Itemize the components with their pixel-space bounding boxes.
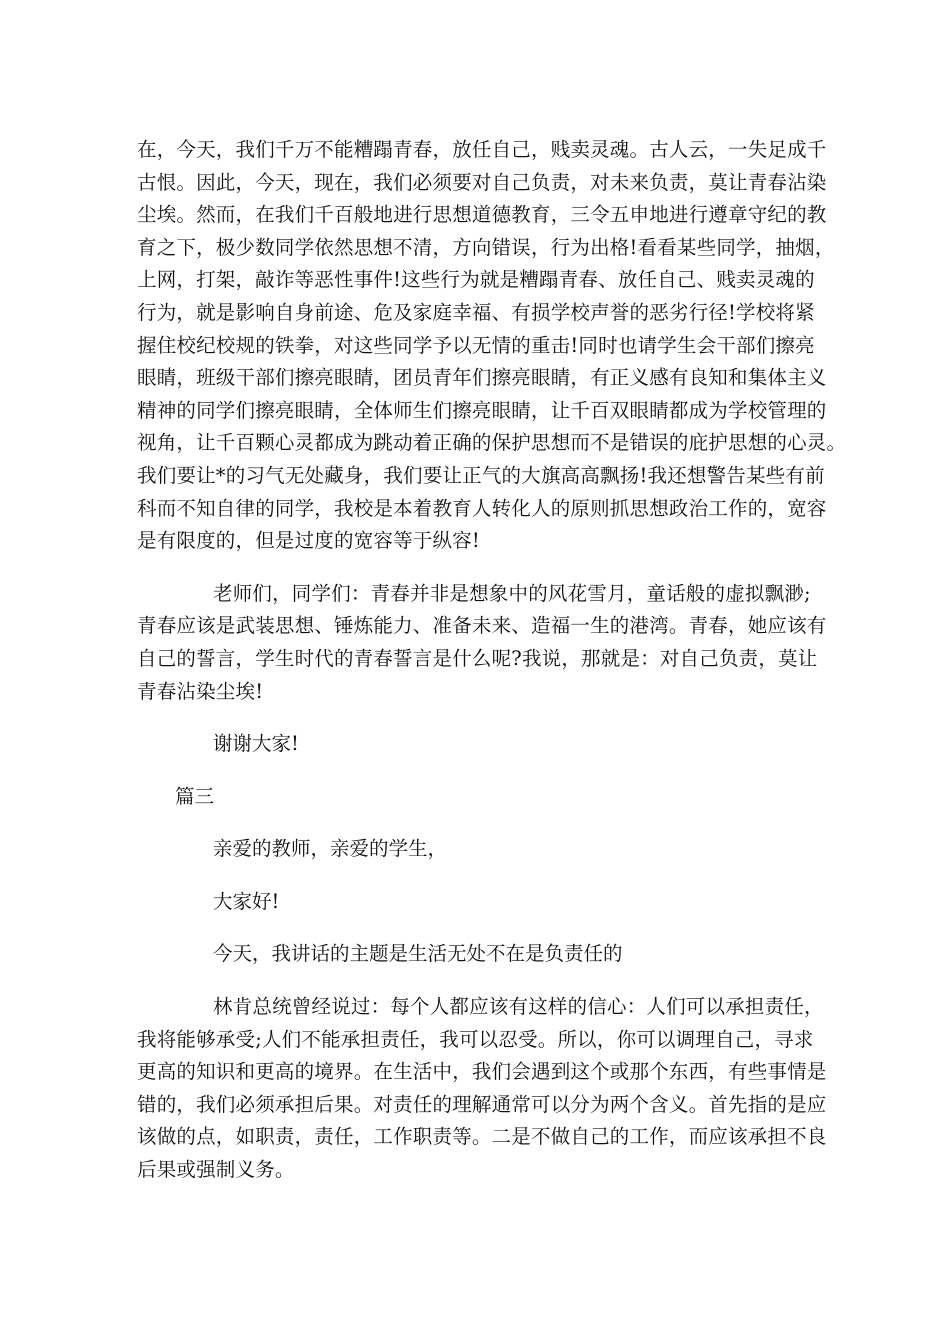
text-line: 青春应该是武装思想、锤炼能力、准备未来、造福一生的港湾。青春，她应该有 — [137, 614, 827, 638]
text-line: 尘埃。然而，在我们千百般地进行思想道德教育，三令五申地进行遵章守纪的教 — [137, 203, 827, 227]
text-line: 我们要让*的习气无处藏身，我们要让正气的大旗高高飘扬!我还想警告某些有前 — [137, 463, 825, 487]
paragraph-gap — [137, 558, 813, 578]
hello-line: 大家好! — [213, 889, 280, 913]
topic-line: 今天，我讲话的主题是生活无处不在是负责任的 — [213, 942, 623, 966]
paragraph-gap — [137, 866, 813, 886]
text-line: 在，今天，我们千万不能糟蹋青春，放任自己，贱卖灵魂。古人云，一失足成千 — [137, 138, 827, 161]
text-line: 林肯总统曾经说过：每个人都应该有这样的信心：人们可以承担责任， — [213, 995, 824, 1019]
text-line: 自己的誓言，学生时代的青春誓言是什么呢?我说，那就是：对自己负责，莫让 — [137, 646, 818, 670]
paragraph-3 — [137, 991, 827, 1187]
text-line: 上网，打架，敲诈等恶性事件!这些行为就是糟蹋青春、放任自己、贱卖灵魂的 — [137, 268, 815, 292]
document-page — [137, 134, 847, 1187]
text-line: 该做的点，如职责，责任，工作职责等。二是不做自己的工作，而应该承担不良 — [137, 1125, 827, 1149]
thanks-line: 谢谢大家! — [213, 732, 299, 756]
text-line: 科而不知自律的同学，我校是本着教育人转化人的原则抓思想政治工作的，宽容 — [137, 496, 827, 520]
text-line: 眼睛，班级干部们擦亮眼睛，团员青年们擦亮眼睛，有正义感有良知和集体主义 — [137, 366, 827, 390]
text-line: 古恨。因此，今天，现在，我们必须要对自己负责，对未来负责，莫让青春沾染 — [137, 170, 827, 194]
paragraph-gap — [137, 708, 813, 728]
paragraph-1 — [137, 134, 847, 558]
text-line: 老师们，同学们：青春并非是想象中的风花雪月，童话般的虚拟飘渺; — [213, 581, 811, 605]
text-line: 行为，就是影响自身前途、危及家庭幸福、有损学校声誉的恶劣行径!学校将紧 — [137, 300, 815, 324]
paragraph-gap — [137, 971, 813, 991]
paragraph-gap — [137, 761, 813, 781]
text-line: 是有限度的，但是过度的宽容等于纵容! — [137, 529, 480, 553]
text-line: 错的，我们必须承担后果。对责任的理解通常可以分为两个含义。首先指的是应 — [137, 1092, 827, 1116]
paragraph-2 — [137, 578, 827, 708]
text-line: 育之下，极少数同学依然思想不清，方向错误，行为出格!看看某些同学，抽烟， — [137, 235, 835, 259]
text-line: 精神的同学们擦亮眼睛，全体师生们擦亮眼睛，让千百双眼睛都成为学校管理的 — [137, 398, 827, 422]
text-line: 青春沾染尘埃! — [137, 679, 264, 703]
text-line: 后果或强制义务。 — [137, 1158, 295, 1182]
section-title: 篇三 — [175, 784, 215, 808]
paragraph-gap — [137, 813, 813, 833]
text-line: 更高的知识和更高的境界。在生活中，我们会遇到这个或那个东西，有些事情是 — [137, 1060, 827, 1084]
text-line: 握住校纪校规的铁拳，对这些同学予以无情的重击!同时也请学生会干部们擦亮 — [137, 333, 815, 357]
paragraph-gap — [137, 918, 813, 938]
text-line: 视角，让千百颗心灵都成为跳动着正确的保护思想而不是错误的庇护思想的心灵。 — [137, 431, 847, 455]
text-line: 我将能够承受;人们不能承担责任，我可以忍受。所以，你可以调理自己，寻求 — [137, 1027, 814, 1051]
greeting-line: 亲爱的教师，亲爱的学生， — [213, 837, 448, 861]
